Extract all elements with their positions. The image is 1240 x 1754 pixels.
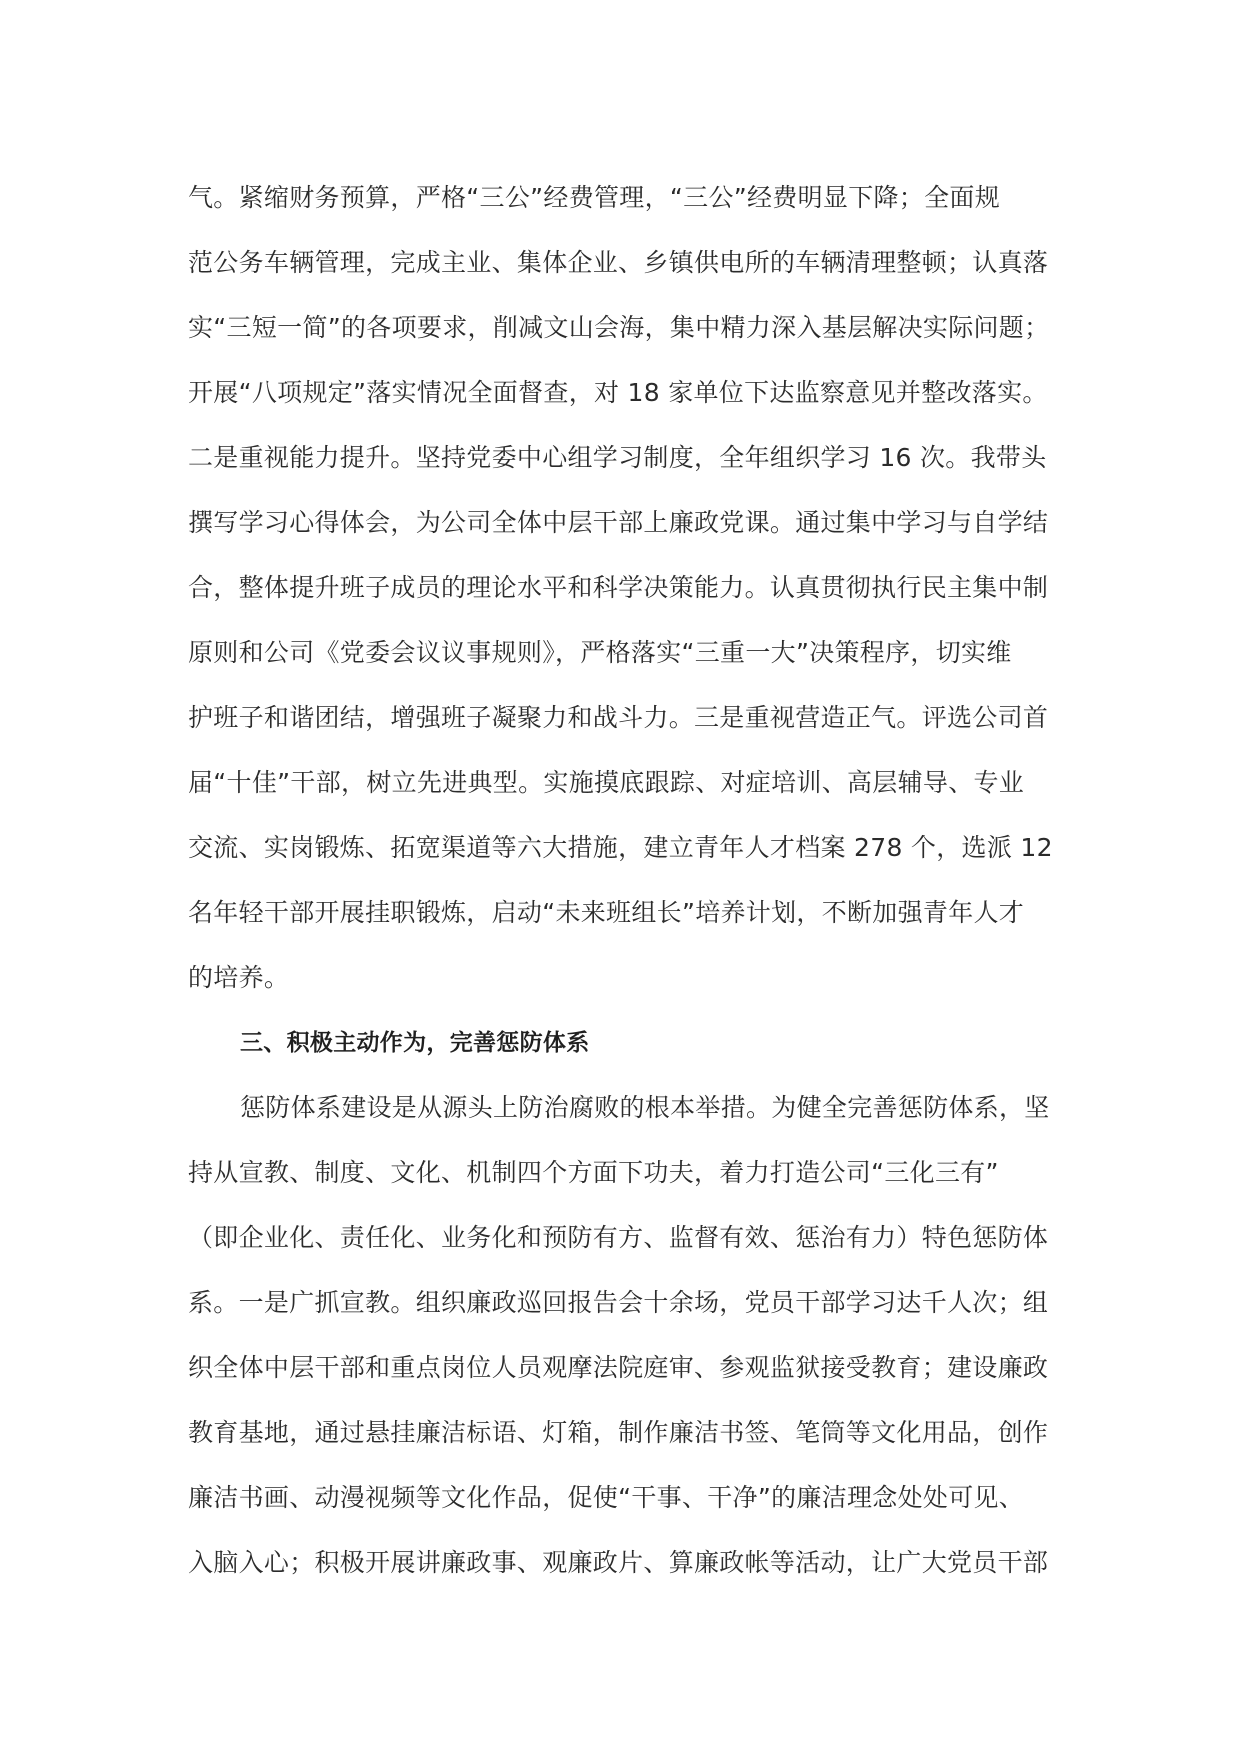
text-line: 合，整体提升班子成员的理论水平和科学决策能力。认真贯彻执行民主集中制 xyxy=(188,573,1049,602)
text-line: 届“十佳”干部，树立先进典型。实施摸底跟踪、对症培训、高层辅导、专业 xyxy=(188,768,1025,797)
text-line: 范公务车辆管理，完成主业、集体企业、乡镇供电所的车辆清理整顿；认真落 xyxy=(188,248,1049,277)
text-line: 廉洁书画、动漫视频等文化作品，促使“干事、干净”的廉洁理念处处可见、 xyxy=(188,1483,1025,1512)
paragraph-first-line: 惩防体系建设是从源头上防治腐败的根本举措。为健全完善惩防体系，坚 xyxy=(240,1093,1050,1122)
text-line: 入脑入心；积极开展讲廉政事、观廉政片、算廉政帐等活动，让广大党员干部 xyxy=(188,1548,1049,1577)
text-line: 持从宣教、制度、文化、机制四个方面下功夫，着力打造公司“三化三有” xyxy=(188,1158,999,1187)
text-line: 名年轻干部开展挂职锻炼，启动“未来班组长”培养计划，不断加强青年人才 xyxy=(188,898,1025,927)
text-line: 实“三短一简”的各项要求，削减文山会海，集中精力深入基层解决实际问题； xyxy=(188,313,1050,342)
text-line: 气。紧缩财务预算，严格“三公”经费管理，“三公”经费明显下降；全面规 xyxy=(188,183,1001,212)
text-line: 开展“八项规定”落实情况全面督查，对 18 家单位下达监察意见并整改落实。 xyxy=(188,378,1048,407)
text-line: 护班子和谐团结，增强班子凝聚力和战斗力。三是重视营造正气。评选公司首 xyxy=(188,703,1049,732)
text-line: 二是重视能力提升。坚持党委中心组学习制度，全年组织学习 16 次。我带头 xyxy=(188,443,1047,472)
text-line: 原则和公司《党委会议议事规则》，严格落实“三重一大”决策程序，切实维 xyxy=(188,638,1012,667)
text-line: 系。一是广抓宣教。组织廉政巡回报告会十余场，党员干部学习达千人次；组 xyxy=(188,1288,1049,1317)
text-line: 交流、实岗锻炼、拓宽渠道等六大措施，建立青年人才档案 278 个，选派 12 xyxy=(188,833,1053,862)
text-line: 的培养。 xyxy=(188,963,290,992)
body-text xyxy=(188,172,1068,1602)
text-line: 撰写学习心得体会，为公司全体中层干部上廉政党课。通过集中学习与自学结 xyxy=(188,508,1049,537)
text-line: 织全体中层干部和重点岗位人员观摩法院庭审、参观监狱接受教育；建设廉政 xyxy=(188,1353,1049,1382)
text-line: （即企业化、责任化、业务化和预防有方、监督有效、惩治有力）特色惩防体 xyxy=(188,1223,1049,1252)
text-line: 教育基地，通过悬挂廉洁标语、灯箱，制作廉洁书签、笔筒等文化用品，创作 xyxy=(188,1418,1049,1447)
section-heading: 三、积极主动作为，完善惩防体系 xyxy=(240,1030,590,1056)
